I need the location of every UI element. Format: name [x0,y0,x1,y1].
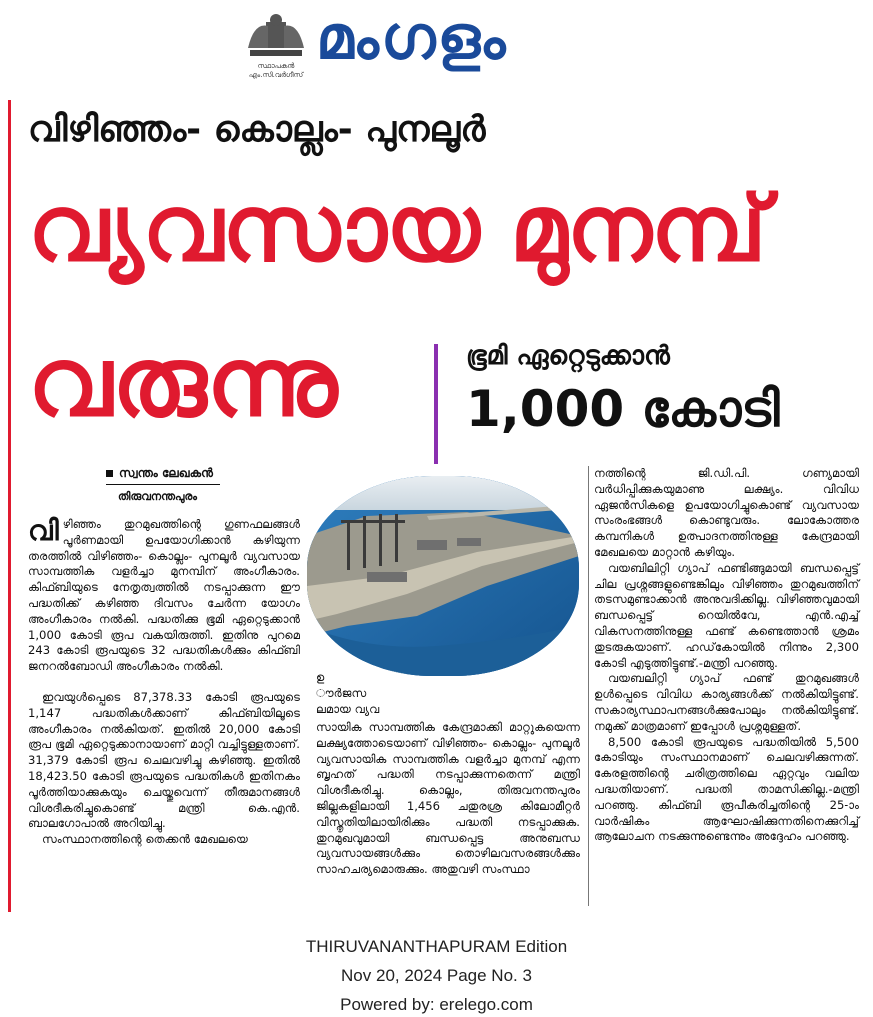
article-paragraph: ഇവയുൾപ്പെടെ 87,378.33 കോടി രൂപയുടെ 1,147 പദ്ധതികൾക്കാണ് കിഫ്ബിയിലൂടെ അംഗീകാരം നൽകിയത്. ഇതിൽ 20,000 കോടി രൂപ ഭൂമി ഏറ്റെടുക്കാനായാണ് മാറ്റി വച്ചിട്ടുള്ളതാണ്. 31,379 കോടി രൂപ ചെലവഴിച്ചു കഴിഞ്ഞു. ഇതിൽ 18,423.50 കോടി രൂപയുടെ പദ്ധതികൾ ഇതിനകം പൂർത്തിയാക്കുകയും ചെയ്തുവെന്ന് തീരുമാനങ്ങൾ വിശദീകരിച്ചുകൊണ്ട് മന്ത്രി കെ.എൻ. ബാലഗോപാൽ അറിയിച്ചു. [28,690,300,831]
article-paragraph: 8,500 കോടി രൂപയുടെ പദ്ധതിയിൽ 5,500 കോടിയും സംസ്ഥാനമാണ് ചെലവഴിക്കുന്നത്. കേരളത്തിന്റെ ചരിത്രത്തിലെ ഏറ്റവും വലിയ പദ്ധതിയാണ്. പദ്ധതി താമസിക്കില്ല.-മന്ത്രി പറഞ്ഞു. കിഫ്ബി രൂപീകരിച്ചതിന്റെ 25-ാം വാർഷികം ആഘോഷിക്കുന്നതിനെക്കുറിച്ച് ആലോചന നടക്കുന്നുണ്ടെന്നും അദ്ദേഹം പറഞ്ഞു. [594,734,859,844]
byline-author: സ്വന്തം ലേഖകൻ [119,466,213,480]
headline-line-2: വരുന്നു [28,326,338,438]
article-paragraph [28,514,300,675]
article-paragraph: നത്തിന്റെ ജി.ഡി.പി. ഗണ്യമായി വർധിപ്പിക്കുകയുമാണു ലക്ഷ്യം. വിവിധ ഏജൻസികളെ ഉപയോഗിച്ചുകൊണ്ട് വ്യവസായ സംരംഭങ്ങൾ കൊണ്ടുവരും. ലോകോത്തര കമ്പനികൾ ഉത്പാദനത്തിനുള്ള കേന്ദ്രമായി മേഖലയെ മാറ്റാൻ കഴിയും. [594,466,859,559]
sub-headline-kicker: ഭൂമി ഏറ്റെടുക്കാൻ [466,341,670,371]
headline-line-1: വ്യവസായ മുനമ്പ് [28,175,766,282]
column-divider [588,466,589,906]
emblem-caption: സ്ഥാപകൻ എം.സി.വർഗീസ് [248,62,304,79]
fragment-2: ൗർജസ [316,685,367,700]
article-paragraph: സായിക സാമ്പത്തിക കേന്ദ്രമാക്കി മാറ്റുകയെന്ന ലക്ഷ്യത്തോടെയാണ് വിഴിഞ്ഞം- കൊല്ലം- പുനലൂർ വ്യവസായിക സാമ്പത്തിക വളർച്ചാ മുനമ്പ് എന്ന ബൃഹത് പദ്ധതി നടപ്പാക്കുന്നതെന്ന് മന്ത്രി വിശദീകരിച്ചു. കൊല്ലം, തിരുവനന്തപുരം ജില്ലകളിലായി 1,456 ചതുരശ്ര കിലോമീറ്റർ വിസ്തൃതിയിലായിരിക്കും പദ്ധതി നടപ്പാക്കുക. തുറമുഖവുമായി ബന്ധപ്പെട്ട അനുബന്ധ വ്യവസായങ്ങൾക്കും തൊഴിലവസരങ്ങൾക്കും സാഹചര്യമൊരുക്കും. അതുവഴി സംസ്ഥാ [316,720,580,877]
byline-rule [106,484,220,485]
date-page-label: Nov 20, 2024 Page No. 3 [341,966,532,985]
article-paragraph: വയബിലിറ്റി ഗ്യാപ് ഫണ്ടിങ്ങുമായി ബന്ധപ്പെട്ട് ചില പ്രശ്നങ്ങളുണ്ടെങ്കിലും വിഴിഞ്ഞം തുറമുഖത്തിന് തടസമുണ്ടാക്കാൻ അനുവദിക്കില്ല. വിഴിഞ്ഞവുമായി ബന്ധപ്പെട്ട് റെയിൽവേ, എൻ.എച്ച് വികസനത്തിനുള്ള ഫണ്ട് കണ്ടെത്താൻ ശ്രമം തുടരുകയാണ്. ഹഡ്‌കോയിൽ നിന്നും 2,300 കോടി എടുത്തിട്ടുണ്ട്.-മന്ത്രി പറഞ്ഞു. [594,560,859,670]
powered-by-label: Powered by: erelego.com [340,995,533,1014]
sub-headline-amount: 1,000 കോടി [466,380,780,438]
newspaper-logo: മംഗളം [316,3,508,73]
article-column-2-fragment [316,670,436,717]
article-paragraph: സംസ്ഥാനത്തിന്റെ തെക്കൻ മേഖലയെ [42,832,248,847]
fragment-3: ലമായ വ്യവ [316,701,380,716]
byline [106,465,213,481]
headline-divider [434,344,438,464]
article-column-1 [28,514,300,675]
article-column-2 [316,720,580,878]
dropcap: വി [28,514,59,547]
article-paragraph: വയബലിറ്റി ഗ്യാപ് ഫണ്ട് തുറമുഖങ്ങൾ ഉൾപ്പെടെ വിവിധ കാര്യങ്ങൾക്ക് നൽകിയിട്ടുണ്ട്. സകാര്യസ്ഥാപനങ്ങൾക്കുപോലും നൽകിയിട്ടുണ്ട്. നമുക്ക് മാത്രമാണ് ഇപ്പോൾ പ്രശ്നമുള്ളത്. [594,671,859,733]
fragment-1: ഉ [316,670,325,684]
byline-square-icon [106,470,113,477]
headline-kicker: വിഴിഞ്ഞം- കൊല്ലം- പുനലൂർ [28,109,486,150]
dateline: തിരുവനന്തപുരം [118,490,197,503]
emblem-icon [244,12,308,62]
edition-label: THIRUVANANTHAPURAM Edition [305,937,568,956]
side-rule [8,100,11,912]
port-aerial-photo [307,476,579,676]
article-column-1-continued [28,690,300,848]
article-column-3 [594,466,859,845]
paragraph-text: ഴിഞ്ഞം തുറമുഖത്തിന്റെ ഗുണഫലങ്ങൾ പൂർണമായി ഉപയോഗിക്കാൻ കഴിയുന്ന തരത്തിൽ വിഴിഞ്ഞം- കൊല്ലം- പുനലൂർ വ്യവസായ സാമ്പത്തിക വളർച്ചാ മുനമ്പിന് അംഗീകാരം. കിഫ്ബിയുടെ നേതൃത്വത്തിൽ നടപ്പാക്കുന്ന ഈ പദ്ധതിക്ക് കഴിഞ്ഞ ദിവസം ചേർന്ന യോഗം അംഗീകാരം നൽകി. പദ്ധതിക്കു ഭൂമി ഏറ്റെടുക്കാൻ 1,000 കോടി രൂപ വകയിരുത്തി. ഇതിനു പുറമെ 243 കോടി രൂപയുടെ 32 പദ്ധതികൾക്കും കിഫ്ബി ജനറൽബോഡി അംഗീകാരം നൽകി. [28,517,300,674]
